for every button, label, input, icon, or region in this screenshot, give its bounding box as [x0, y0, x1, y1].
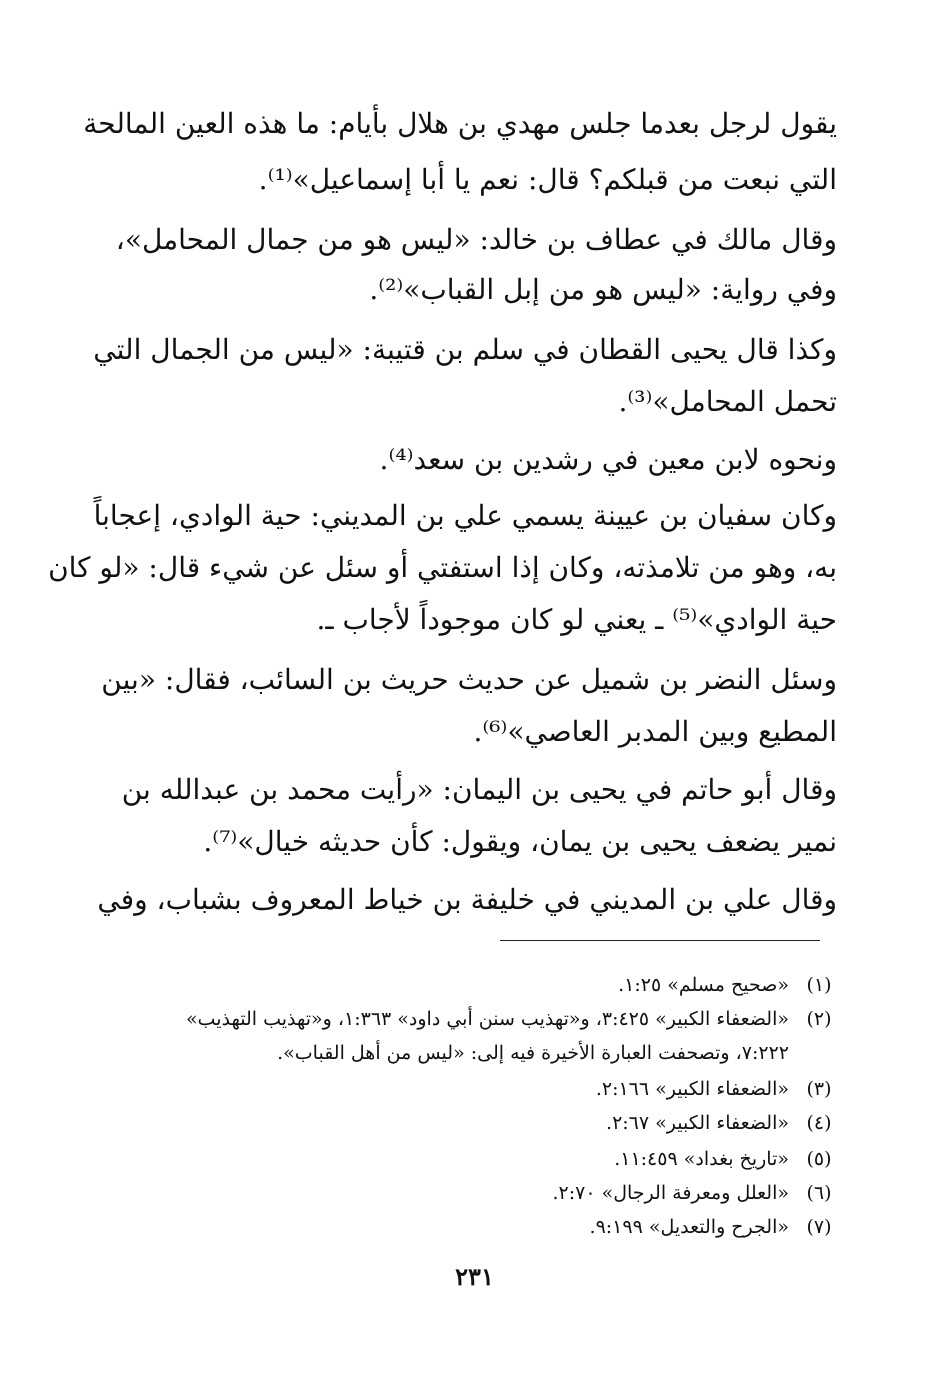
footnote-3 — [97, 1074, 837, 1104]
footnote-2 — [97, 1004, 837, 1034]
body-line-12: المطيع وبين المدبر العاصي»⁽⁶⁾. — [473, 715, 837, 748]
body-line-1: يقول لرجل بعدما جلس مهدي بن هلال بأيام: ما هذه العين المالحة — [83, 107, 837, 140]
body-line-3: وقال مالك في عطاف بن خالد: «ليس هو من جمال المحامل»، — [115, 223, 837, 256]
body-line-6: تحمل المحامل»⁽³⁾. — [618, 385, 837, 418]
footnote-number: (٧) — [806, 1216, 832, 1238]
footnote-text: «العلل ومعرفة الرجال» ٢:٧٠. — [552, 1182, 789, 1204]
body-line-5: وكذا قال يحيى القطان في سلم بن قتيبة: «ليس من الجمال التي — [93, 333, 837, 366]
body-line-15: وقال علي بن المديني في خليفة بن خياط المعروف بشباب، وفي — [97, 883, 837, 916]
body-line-8: وكان سفيان بن عيينة يسمي علي بن المديني: حية الوادي، إعجاباً — [93, 499, 837, 532]
footnote-separator — [500, 940, 820, 941]
footnote-number: (٢) — [806, 1008, 832, 1030]
footnote-text: «تاريخ بغداد» ١١:٤٥٩. — [614, 1148, 789, 1170]
footnote-text: «الجرح والتعديل» ٩:١٩٩. — [589, 1216, 789, 1238]
footnote-text: «الضعفاء الكبير» ٢:٦٧. — [606, 1112, 789, 1134]
footnote-text: «الضعفاء الكبير» ٣:٤٢٥، و«تهذيب سنن أبي داود» ١:٣٦٣، و«تهذيب التهذيب» — [185, 1008, 789, 1030]
footnote-number: (٦) — [806, 1182, 832, 1204]
body-line-11: وسئل النضر بن شميل عن حديث حريث بن السائب، فقال: «بين — [101, 663, 837, 696]
footnote-7 — [97, 1212, 837, 1242]
footnote-6 — [97, 1178, 837, 1208]
body-line-9: به، وهو من تلامذته، وكان إذا استفتي أو سئل عن شيء قال: «لو كان — [48, 551, 837, 584]
body-line-4: وفي رواية: «ليس هو من إبل القباب»⁽²⁾. — [369, 273, 837, 306]
body-line-2: التي نبعت من قبلكم؟ قال: نعم يا أبا إسماعيل»⁽¹⁾. — [258, 163, 837, 196]
page-number: ٢٣١ — [455, 1262, 494, 1291]
footnote-4 — [97, 1108, 837, 1138]
footnote-2-continuation: ٧:٢٢٢، وتصحفت العبارة الأخيرة فيه إلى: «ليس من أهل القباب». — [277, 1042, 789, 1064]
footnote-number: (٤) — [806, 1112, 832, 1134]
footnote-number: (٥) — [806, 1148, 832, 1170]
body-line-7: ونحوه لابن معين في رشدين بن سعد⁽⁴⁾. — [379, 443, 837, 476]
footnote-text: «صحيح مسلم» ١:٢٥. — [618, 974, 789, 996]
footnote-number: (١) — [806, 974, 832, 996]
footnote-number: (٣) — [806, 1078, 832, 1100]
footnote-5 — [97, 1144, 837, 1174]
body-line-10: حية الوادي»⁽⁵⁾ ـ يعني لو كان موجوداً لأجاب ـ. — [316, 603, 837, 636]
body-line-13: وقال أبو حاتم في يحيى بن اليمان: «رأيت محمد بن عبدالله بن — [121, 773, 837, 806]
footnote-1 — [97, 970, 837, 1000]
body-line-14: نمير يضعف يحيى بن يمان، ويقول: كأن حديثه خيال»⁽⁷⁾. — [203, 825, 837, 858]
footnote-text: «الضعفاء الكبير» ٢:١٦٦. — [595, 1078, 789, 1100]
